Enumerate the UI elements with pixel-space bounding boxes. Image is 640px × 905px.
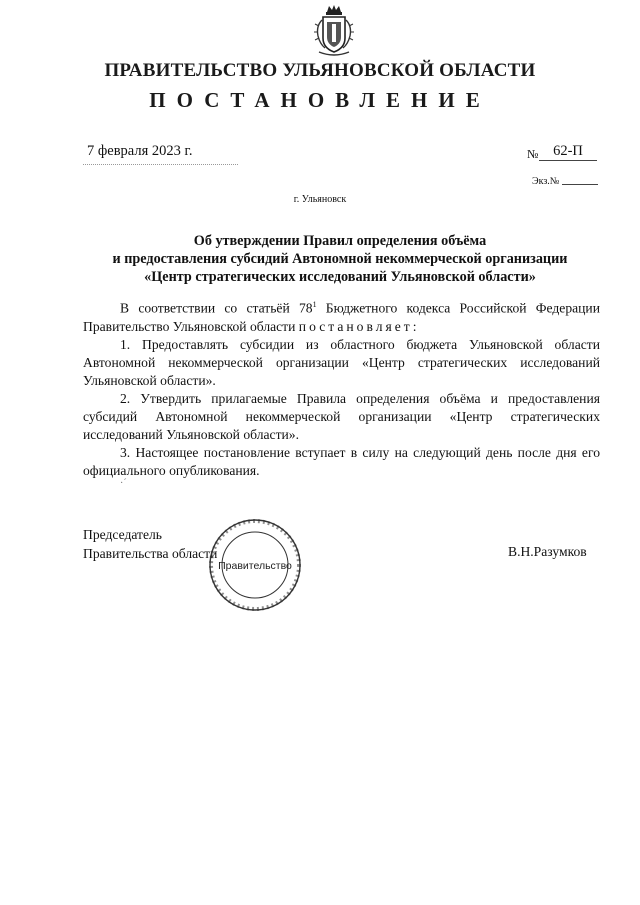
decree-word: постановляет: [298,318,420,334]
number-sign: № [527,147,539,161]
heading-line-3: «Центр стратегических исследований Ульяновской области» [144,269,536,285]
document-kind: ПОСТАНОВЛЕНИЕ [149,88,491,112]
intro-text-before: В соответствии со статьёй 78 [120,300,313,316]
signatory-position [83,526,217,563]
paragraph-3: 3. Настоящее постановление вступает в силу на следующий день после дня его официального опубликования. [83,445,600,479]
signatory-name: В.Н.Разумков [508,544,587,559]
heading-line-2: и предоставления субсидий Автономной некоммерческой организации [112,251,568,267]
document-body [83,296,600,480]
document-number: 62-П [539,143,597,161]
paragraph-2: 2. Утвердить прилагаемые Правила определения объёма и предоставления субсидий Автономной некоммерческой организации «Центр стратегических исследований Ульяновской области». [83,391,600,443]
article-superscript: 1 [312,300,317,309]
document-heading [80,232,600,286]
stamp-center-text: Правительство [218,560,292,572]
heading-line-1: Об утверждении Правил определения объёма [193,233,487,249]
round-stamp-icon [207,517,303,613]
city: г. Ульяновск [293,194,347,205]
intro-text-after: Бюджетного кодекса Российской Федерации Правительство Ульяновской области [83,300,600,334]
copy-label: Экз.№ [532,176,560,187]
government-title: ПРАВИТЕЛЬСТВО УЛЬЯНОВСКОЙ ОБЛАСТИ [104,60,536,81]
ulyanovsk-coat-of-arms-icon [313,4,355,58]
signatory-position-line-1: Председатель [83,527,162,542]
paragraph-1: 1. Предоставлять субсидии из областного бюджета Ульяновской области Автономной некоммерческой организации «Центр стратегических исследований Ульяновской области». [83,336,600,388]
signatory-position-line-2: Правительства области [83,545,218,561]
intro-paragraph [83,296,600,336]
date-underline [83,164,238,165]
scan-mark: ·´ [120,478,127,489]
document-date: 7 февраля 2023 г. [87,143,193,159]
copy-underline [562,184,598,185]
